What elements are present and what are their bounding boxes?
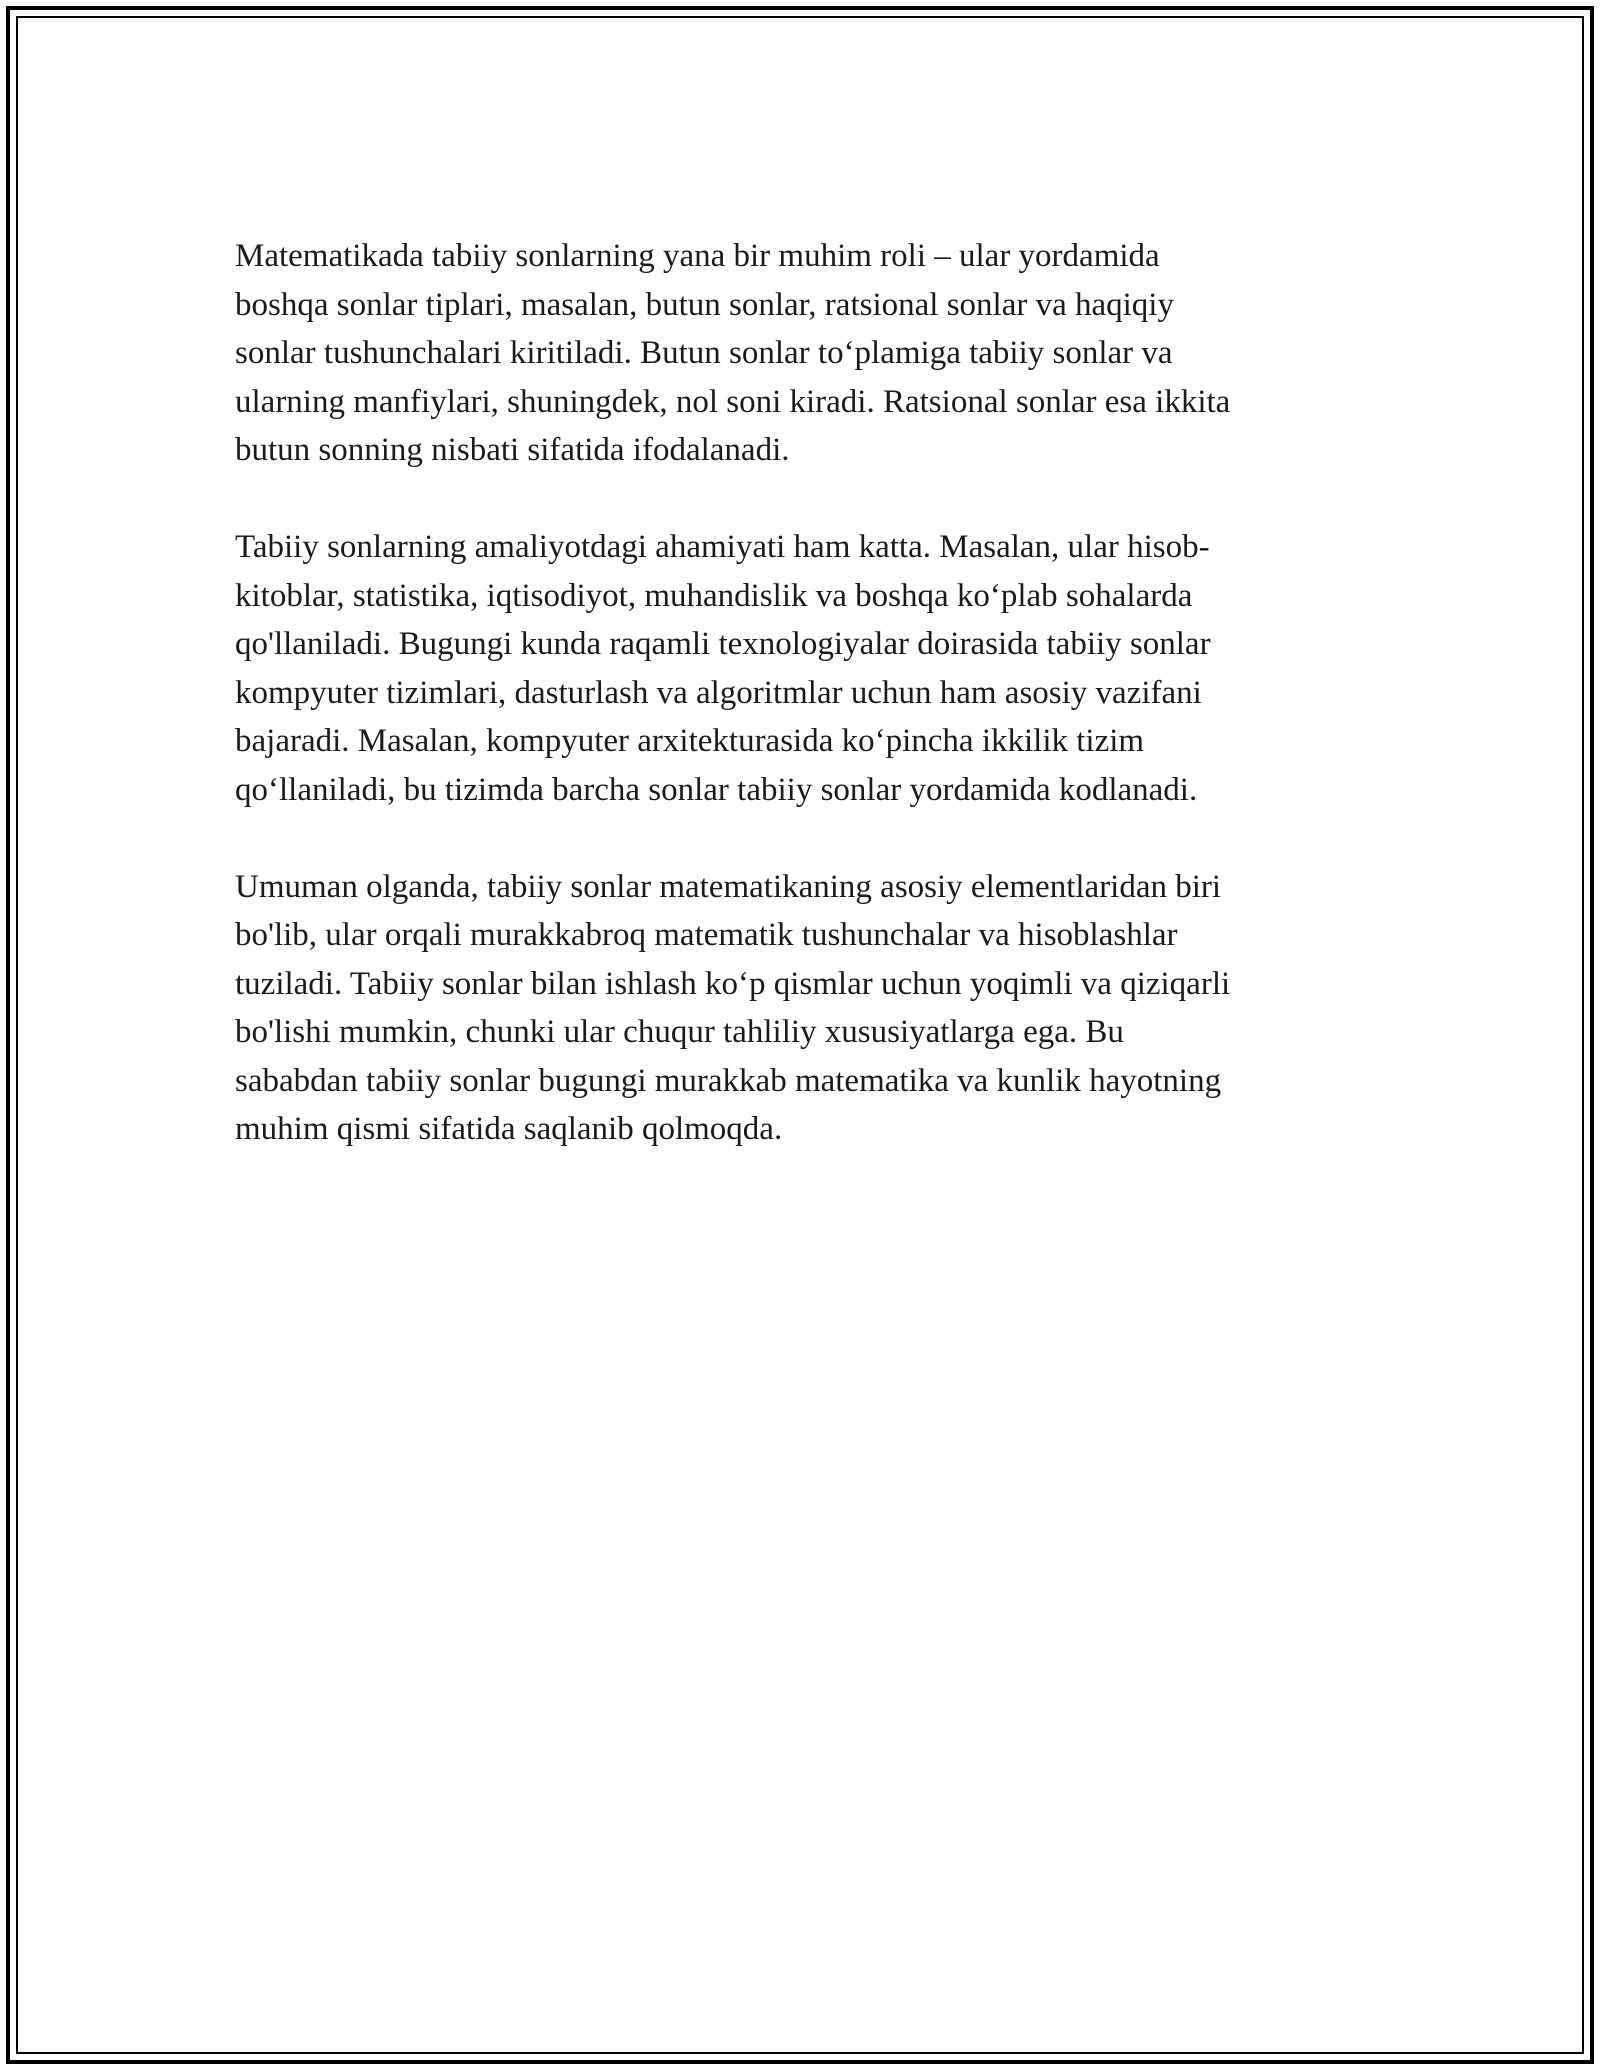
- text-line: bajaradi. Masalan, kompyuter arxitekturasida ko‘pincha ikkilik tizim: [235, 723, 1145, 759]
- paragraph-2: [235, 523, 1365, 814]
- text-line: qo'llaniladi. Bugungi kunda raqamli texnologiyalar doirasida tabiiy sonlar: [235, 626, 1211, 662]
- text-line: Tabiiy sonlarning amaliyotdagi ahamiyati ham katta. Masalan, ular hisob-: [235, 529, 1210, 565]
- text-line: Matematikada tabiiy sonlarning yana bir muhim roli – ular yordamida: [235, 238, 1160, 274]
- text-line: qo‘llaniladi, bu tizimda barcha sonlar tabiiy sonlar yordamida kodlanadi.: [235, 771, 1198, 808]
- text-line: tuziladi. Tabiiy sonlar bilan ishlash ko‘p qismlar uchun yoqimli va qiziqarli: [235, 965, 1231, 1002]
- text-line: muhim qismi sifatida saqlanib qolmoqda.: [235, 1111, 783, 1147]
- text-line: butun sonning nisbati sifatida ifodalanadi.: [235, 432, 790, 468]
- text-line: sonlar tushunchalari kiritiladi. Butun sonlar to‘plamiga tabiiy sonlar va: [235, 335, 1173, 371]
- text-line: kitoblar, statistika, iqtisodiyot, muhandislik va boshqa ko‘plab sohalarda: [235, 577, 1193, 614]
- text-line: bo'lishi mumkin, chunki ular chuqur tahliliy xususiyatlarga ega. Bu: [235, 1014, 1124, 1050]
- paragraph-1: [235, 232, 1365, 475]
- text-line: Umuman olganda, tabiiy sonlar matematikaning asosiy elementlaridan biri: [235, 868, 1222, 905]
- document-body: [235, 232, 1365, 1202]
- text-line: kompyuter tizimlari, dasturlash va algoritmlar uchun ham asosiy vazifani: [235, 674, 1202, 711]
- paragraph-3: [235, 863, 1365, 1154]
- text-line: boshqa sonlar tiplari, masalan, butun sonlar, ratsional sonlar va haqiqiy: [235, 286, 1174, 323]
- text-line: bo'lib, ular orqali murakkabroq matematik tushunchalar va hisoblashlar: [235, 917, 1178, 953]
- text-line: ularning manfiylari, shuningdek, nol soni kiradi. Ratsional sonlar esa ikkita: [235, 383, 1231, 420]
- text-line: sababdan tabiiy sonlar bugungi murakkab matematika va kunlik hayotning: [235, 1062, 1222, 1099]
